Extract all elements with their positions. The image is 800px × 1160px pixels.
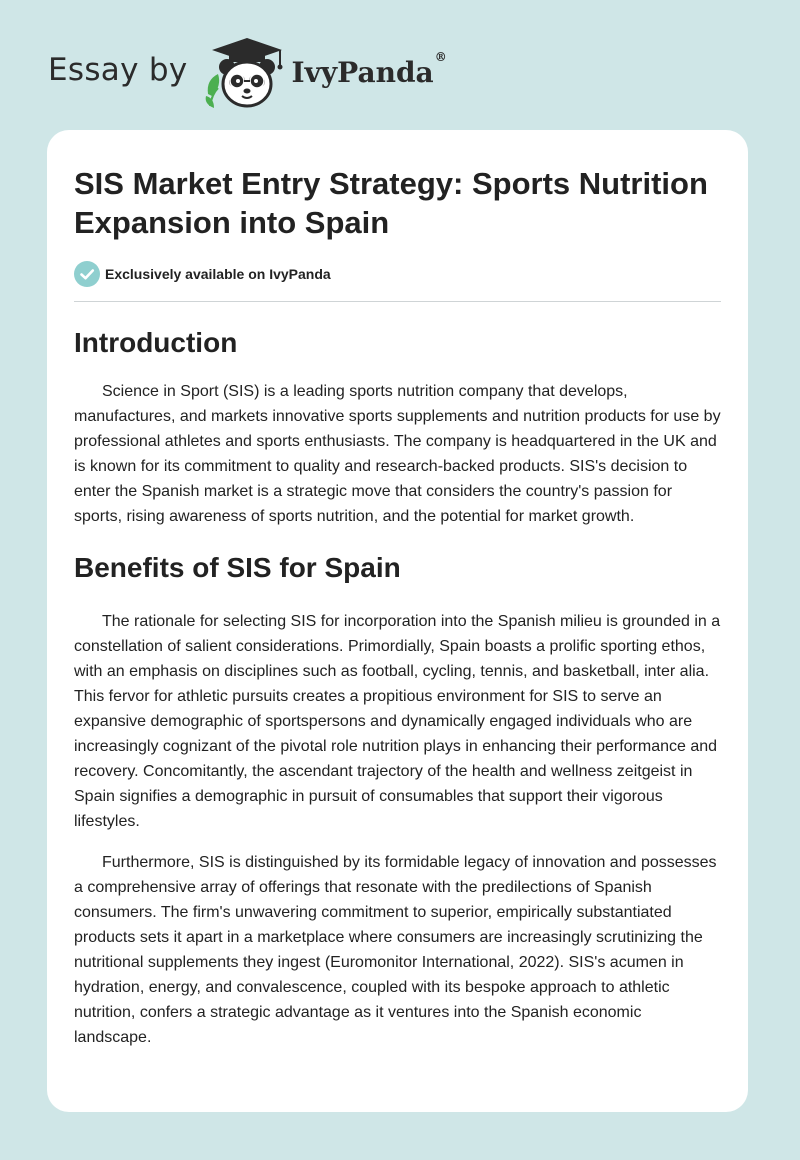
section-heading: Introduction: [74, 327, 238, 358]
section-introduction: [74, 326, 721, 529]
essay-title: SIS Market Entry Strategy: Sports Nutrition Expansion into Spain: [74, 166, 708, 240]
paragraph: The rationale for selecting SIS for incorporation into the Spanish milieu is grounded in a constellation of salient considerations. Primordially, Spain boasts a prolific sporting ethos, with an emphasis on disciplines such as football, cycling, tennis, and basketball, inter alia. This fervor for athletic pursuits creates a propitious environment for SIS to serve an expansive demographic of sportspersons and dynamically engaged individuals who are increasingly cognizant of the pivotal role nutrition plays in enhancing their performance and recovery. Concomitantly, the ascendant trajectory of the health and wellness zeitgeist in Spain signifies a demographic in pursuit of consumables that support their vigorous lifestyles.: [74, 613, 721, 830]
panda-graduate-logo-icon[interactable]: [202, 36, 292, 112]
registered-mark: ®: [434, 49, 447, 64]
site-header: [48, 36, 447, 112]
exclusive-badge: [74, 261, 721, 287]
essay-card: [47, 130, 748, 1112]
badge-label: Exclusively available on IvyPanda: [105, 266, 331, 282]
checkmark-circle-icon: [74, 261, 100, 287]
paragraph: Furthermore, SIS is distinguished by its formidable legacy of innovation and possesses a comprehensive array of offerings that resonate with the predilections of Spanish consumers. The firm's unwavering commitment to superior, empirically substantiated products sets it apart in a marketplace where consumers are increasingly scrutinizing the nutritional supplements they ingest (Euromonitor International, 2022). SIS's acumen in hydration, energy, and convalescence, coupled with its bespoke approach to athletic nutrition, confers a strategic advantage as it ventures into the Spanish economic landscape.: [74, 854, 717, 1046]
section-heading: Benefits of SIS for Spain: [74, 552, 401, 583]
divider: [74, 301, 721, 302]
section-benefits: [74, 551, 721, 1050]
brand-prefix: Essay by: [48, 52, 188, 88]
brand-name: IvyPanda®: [291, 49, 447, 89]
paragraph: Science in Sport (SIS) is a leading sports nutrition company that develops, manufactures, and markets innovative sports supplements and nutrition products for use by professional athletes and sports enthusiasts. The company is headquartered in the UK and is known for its commitment to quality and research-backed products. SIS's decision to enter the Spanish market is a strategic move that considers the country's passion for sports, rising awareness of sports nutrition, and the potential for market growth.: [74, 383, 721, 525]
